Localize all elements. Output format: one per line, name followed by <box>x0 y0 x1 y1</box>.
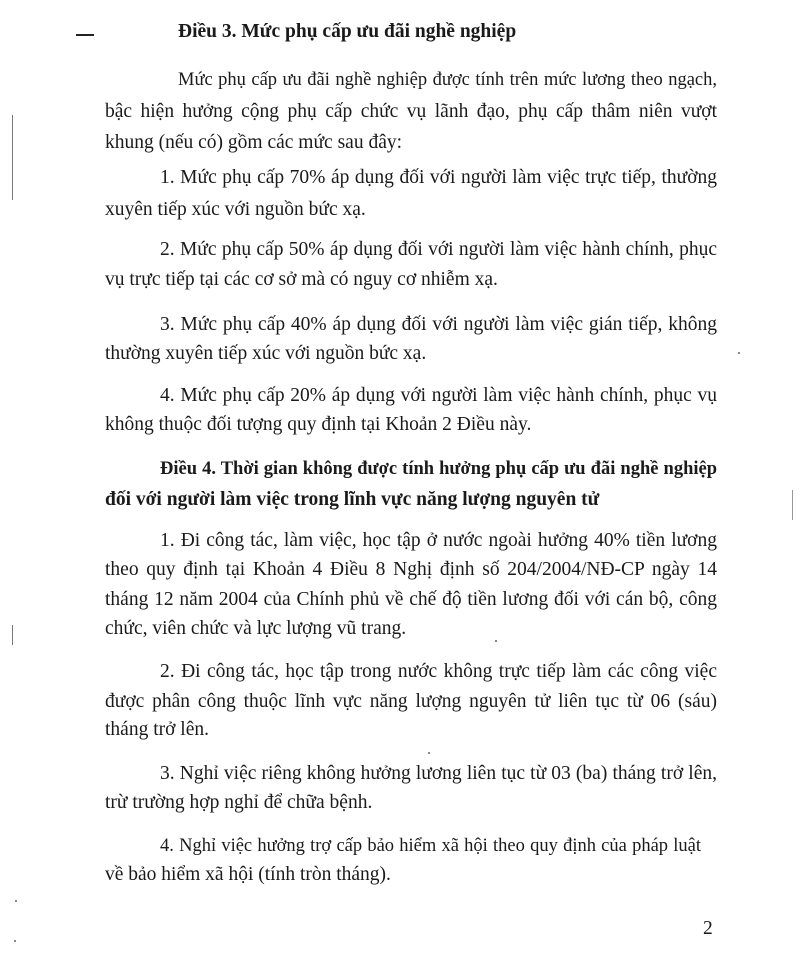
scan-speck <box>738 352 740 354</box>
article-4-item-4-line: 4. Nghỉ việc hưởng trợ cấp bảo hiểm xã hội theo quy định của pháp luật <box>160 836 701 856</box>
article-4-item-1-line: tháng 12 năm 2004 của Chính phủ về chế độ tiền lương đối với cán bộ, công <box>105 589 717 610</box>
article-3-item-1-line: xuyên tiếp xúc với nguồn bức xạ. <box>105 199 366 220</box>
margin-rule <box>12 115 13 200</box>
article-3-item-4-line: không thuộc đối tượng quy định tại Khoản 2 Điều này. <box>105 414 532 435</box>
article-3-item-1-line: 1. Mức phụ cấp 70% áp dụng đối với người làm việc trực tiếp, thường <box>160 167 717 188</box>
article-4-item-1-line: 1. Đi công tác, làm việc, học tập ở nước ngoài hưởng 40% tiền lương <box>160 530 717 551</box>
article-3-heading: Điều 3. Mức phụ cấp ưu đãi nghề nghiệp <box>178 21 517 42</box>
article-3-intro-line: khung (nếu có) gồm các mức sau đây: <box>105 132 403 153</box>
article-4-item-1-line: chức, viên chức và lực lượng vũ trang. <box>105 618 407 639</box>
article-4-item-2-line: tháng trở lên. <box>105 719 209 740</box>
scan-speck <box>14 940 16 942</box>
page-number: 2 <box>703 918 713 939</box>
article-3-intro-line: Mức phụ cấp ưu đãi nghề nghiệp được tính trên mức lương theo ngạch, <box>178 70 717 90</box>
article-3-intro-line: bậc hiện hưởng cộng phụ cấp chức vụ lãnh đạo, phụ cấp thâm niên vượt <box>105 101 717 122</box>
article-4-item-4-line: về bảo hiểm xã hội (tính tròn tháng). <box>105 864 391 885</box>
margin-rule <box>12 625 13 645</box>
article-4-item-3-line: 3. Nghỉ việc riêng không hưởng lương liên tục từ 03 (ba) tháng trở lên, <box>160 763 717 784</box>
article-3-item-2-line: vụ trực tiếp tại các cơ sở mà có nguy cơ nhiễm xạ. <box>105 269 498 290</box>
article-4-item-2-line: 2. Đi công tác, học tập trong nước không trực tiếp làm các công việc <box>160 661 717 682</box>
article-4-item-2-line: được phân công thuộc lĩnh vực năng lượng nguyên tử liên tục từ 06 (sáu) <box>105 691 717 712</box>
article-4-item-3-line: trừ trường hợp nghỉ để chữa bệnh. <box>105 792 373 813</box>
margin-mark <box>76 34 94 36</box>
article-3-item-4-line: 4. Mức phụ cấp 20% áp dụng với người làm việc hành chính, phục vụ <box>160 385 717 406</box>
article-3-item-2-line: 2. Mức phụ cấp 50% áp dụng đối với người làm việc hành chính, phục <box>160 239 717 260</box>
article-4-item-1-line: theo quy định tại Khoản 4 Điều 8 Nghị định số 204/2004/NĐ-CP ngày 14 <box>105 559 717 580</box>
article-3-item-3-line: 3. Mức phụ cấp 40% áp dụng đối với người làm việc gián tiếp, không <box>160 314 717 335</box>
margin-rule <box>792 490 793 520</box>
article-3-item-3-line: thường xuyên tiếp xúc với nguồn bức xạ. <box>105 343 427 364</box>
article-4-heading-line: đối với người làm việc trong lĩnh vực năng lượng nguyên tử <box>105 489 600 510</box>
article-4-heading-line: Điều 4. Thời gian không được tính hưởng phụ cấp ưu đãi nghề nghiệp <box>160 459 717 479</box>
scan-speck <box>428 752 430 754</box>
scan-speck <box>15 900 17 902</box>
